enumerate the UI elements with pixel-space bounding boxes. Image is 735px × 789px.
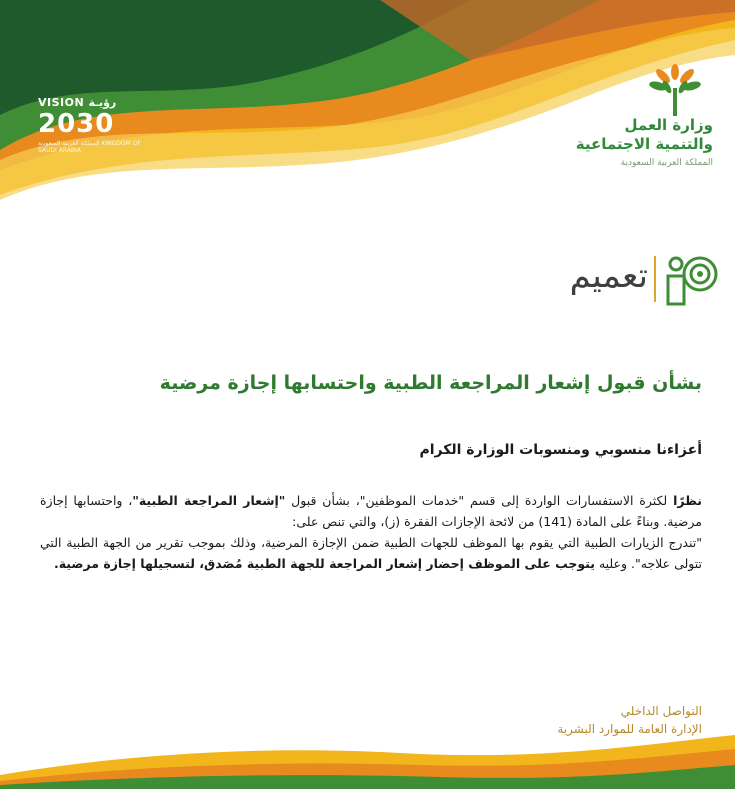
vision-year: 2030 <box>38 109 115 139</box>
para1-text2: ، واحتسابها إجازة مرضية. وبناءً على المادة (141) من لائحة الإجازات الفقرة (ز)، والتي تنص على: <box>40 493 702 529</box>
circular-word: تعميم <box>569 256 648 296</box>
announcement-person-icon <box>660 250 720 308</box>
palm-tree-icon <box>649 62 701 118</box>
signature-block <box>430 702 702 738</box>
footer-wave-graphic <box>0 735 735 789</box>
circular-badge <box>518 246 723 316</box>
para1-bold-mid: "إشعار المراجعة الطبية" <box>132 493 286 508</box>
vision-label: VISION رؤيـة <box>38 96 117 109</box>
para2-text1: "تندرج الزيارات الطبية التي يقوم بها الموظف للجهات الطبية ضمن الإجازة المرضية، وذلك بموجب تقرير من الجهة الطبية التي تتولى علاجه". وعليه <box>40 535 702 571</box>
signature-line1: التواصل الداخلي <box>620 704 702 718</box>
ministry-kingdom: المملكة العربية السعودية <box>620 158 713 168</box>
ministry-name-line2: والتنمية الاجتماعية <box>575 135 713 153</box>
ministry-name <box>573 116 713 154</box>
salutation: أعزاءنا منسوبي ومنسوبات الوزارة الكرام <box>419 442 702 458</box>
paragraph-2 <box>40 532 702 574</box>
document-title: بشأن قبول إشعار المراجعة الطبية واحتسابها إجازة مرضية <box>159 372 702 394</box>
para1-text1: لكثرة الاستفسارات الواردة إلى قسم "خدمات الموظفين"، بشأن قبول <box>285 493 674 508</box>
para1-bold-start: نظرًا <box>673 493 702 508</box>
badge-divider <box>654 256 656 302</box>
signature-line2: الإدارة العامة للموارد البشرية <box>557 722 702 736</box>
paragraph-1 <box>40 490 702 532</box>
para2-bold: يتوجب على الموظف إحضار إشعار المراجعة للجهة الطبية مُصَدق، لتسجيلها إجازة مرضية. <box>53 556 595 571</box>
ministry-name-line1: وزارة العمل <box>624 116 713 134</box>
vision-2030-logo <box>38 96 158 156</box>
body-text <box>40 490 702 574</box>
vision-subtitle: المملكة العربية السعودية KINGDOM OF SAUDI ARABIA <box>38 140 141 154</box>
